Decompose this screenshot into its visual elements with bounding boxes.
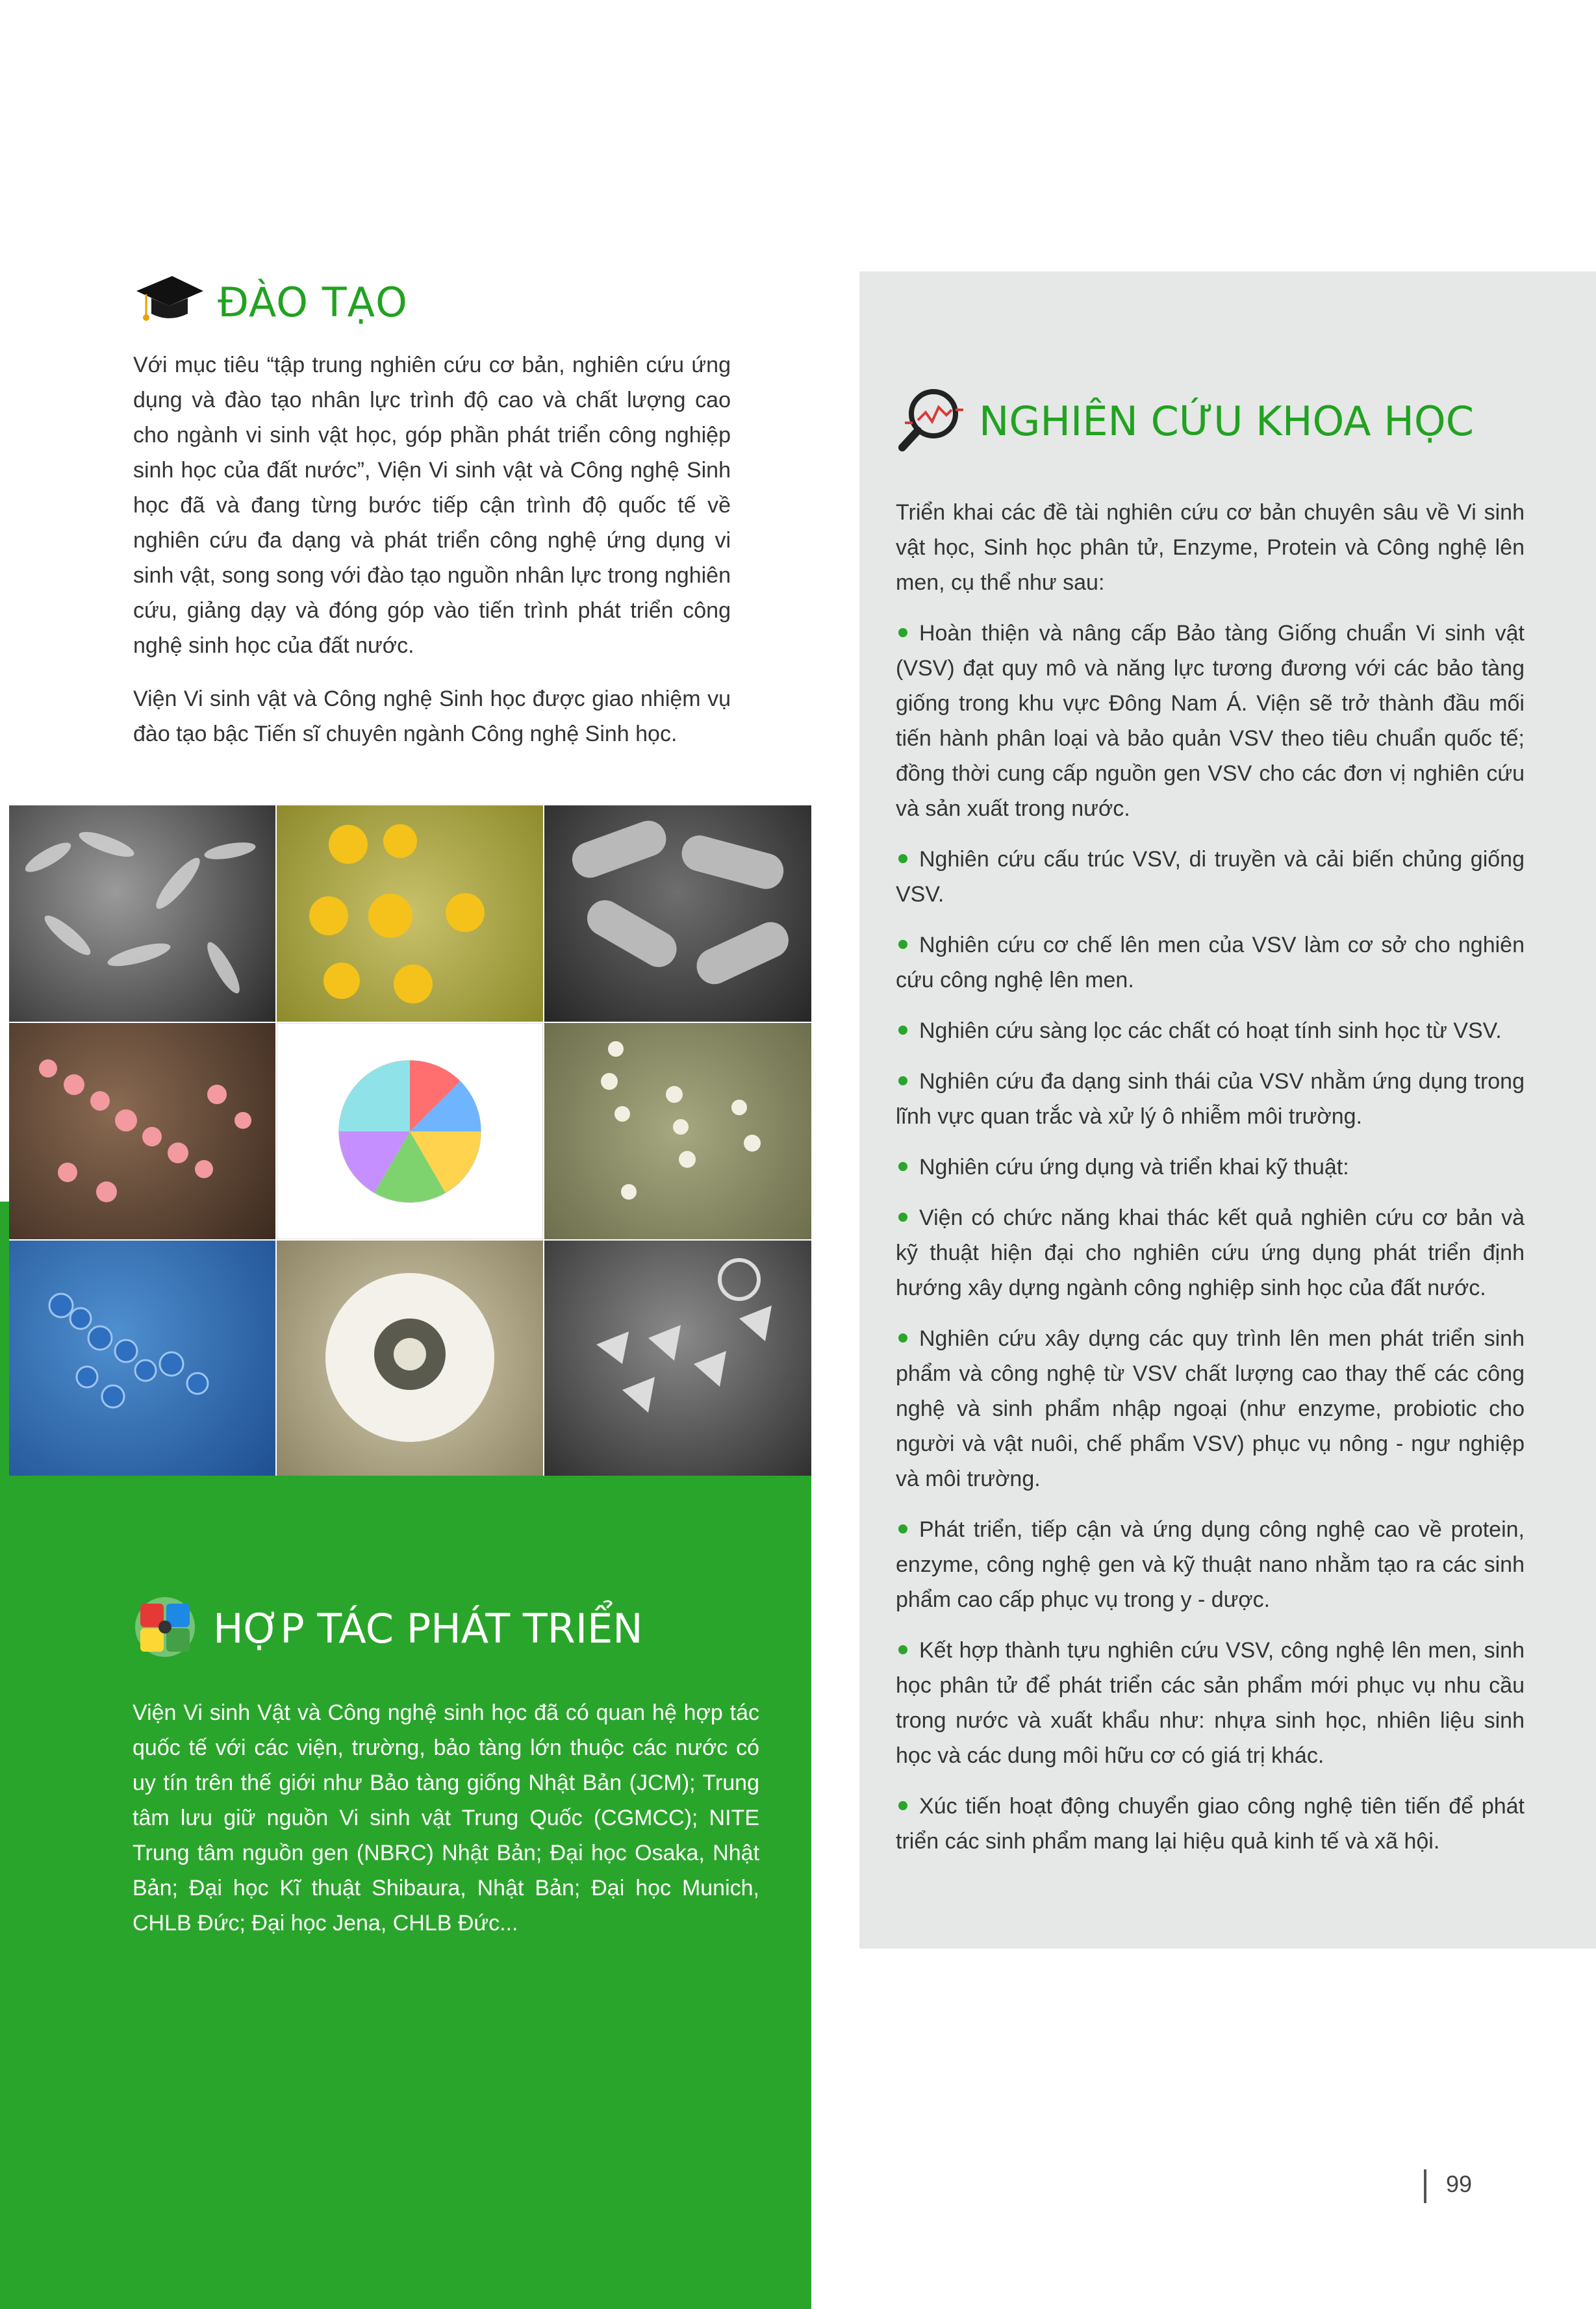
research-item: Kết hợp thành tựu nghiên cứu VSV, công nghệ lên men, sinh học phân tử để phát triển các sản phẩm mới phục vụ nhu cầu trong nước và xuất khẩu như: nhựa sinh học, nhiên liệu sinh học và các dung môi hữu cơ có giá trị khác.	[896, 1638, 1525, 1768]
research-item: Hoàn thiện và nâng cấp Bảo tàng Giống chuẩn Vi sinh vật (VSV) đạt quy mô và năng lực tương đương với các bảo tàng giống trong khu vực Đông Nam Á. Viện sẽ trở thành đầu mối tiến hành phân loại và bảo quản VSV theo tiêu chuẩn quốc tế; đồng thời cung cấp nguồn gen VSV cho các đơn vị nghiên cứu và sản xuất trong nước.	[896, 621, 1525, 821]
page-number: 99	[1446, 2171, 1473, 2197]
cooperation-header	[126, 1586, 759, 1671]
research-item: Xúc tiến hoạt động chuyển giao công nghệ tiên tiến để phát triển các sinh phẩm mang lại hiệu quả kinh tế và xã hội.	[896, 1794, 1525, 1854]
cooperation-body: Viện Vi sinh Vật và Công nghệ sinh học đã có quan hệ hợp tác quốc tế với các viện, trường, bảo tàng lớn thuộc các nước có uy tín trên thế giới như Bảo tàng giống Nhật Bản (JCM); Trung tâm lưu giữ nguồn Vi sinh vật Trung Quốc (CGMCC); NITE Trung tâm nguồn gen (NBRC) Nhật Bản; Đại học Osaka, Nhật Bản; Đại học Kĩ thuật Shibaura, Nhật Bản; Đại học Munich, CHLB Đức; Đại học Jena, CHLB Đức...	[133, 1700, 759, 1936]
cooperation-title: HỢP TÁC PHÁT TRIỂN	[213, 1604, 643, 1652]
bullet-icon	[898, 940, 907, 949]
training-body	[133, 347, 731, 751]
pink-colonies-photo	[9, 1023, 275, 1239]
bullet-icon	[898, 1026, 907, 1035]
research-panel	[859, 271, 1596, 1949]
bullet-icon	[898, 1213, 907, 1222]
fungal-colony-photo	[277, 1241, 543, 1476]
green-edge-strip	[0, 1202, 9, 2309]
bullet-icon	[898, 1801, 907, 1810]
training-section	[133, 263, 731, 751]
research-item: Viện có chức năng khai thác kết quả nghiên cứu cơ bản và kỹ thuật hiện đại cho nghiên cứu ứng dụng phát triển định hướng xây dựng ngành công nghiệp sinh học của đất nước.	[896, 1205, 1525, 1300]
bullet-icon	[898, 1524, 907, 1533]
white-colonies-photo	[544, 1023, 811, 1239]
research-list	[896, 616, 1525, 1859]
bullet-icon	[898, 1645, 907, 1654]
training-title: ĐÀO TẠO	[218, 278, 408, 326]
bullet-icon	[898, 1333, 907, 1343]
research-item: Nghiên cứu cơ chế lên men của VSV làm cơ sở cho nghiên cứu công nghệ lên men.	[896, 933, 1525, 992]
sem-rod-bacteria-photo	[544, 805, 811, 1022]
training-paragraph: Viện Vi sinh vật và Công nghệ Sinh học được giao nhiệm vụ đào tạo bậc Tiến sĩ chuyên ngành Công nghệ Sinh học.	[133, 687, 731, 746]
training-paragraph: Với mục tiêu “tập trung nghiên cứu cơ bản, nghiên cứu ứng dụng và đào tạo nhân lực trình độ cao và chất lượng cao cho ngành vi sinh vật học, góp phần phát triển công nghiệp sinh học của đất nước”, Viện Vi sinh vật và Công nghệ Sinh học đã và đang từng bước tiếp cận trình độ quốc tế về nghiên cứu đa dạng và phát triển công nghệ ứng dụng vi sinh vật, song song với đào tạo nguồn nhân lực trong nghiên cứu, giảng dạy và đóng góp vào tiến trình phát triển công nghệ sinh học của đất nước.	[133, 353, 731, 658]
puzzle-people-icon	[126, 1588, 204, 1669]
research-item: Nghiên cứu xây dựng các quy trình lên men phát triển sinh phẩm và công nghệ từ VSV chất lượng cao thay thế các công nghệ và sinh phẩm nhập ngoại (như enzyme, probiotic cho người và vật nuôi, chế phẩm VSV) phục vụ nông - ngư nghiệp và môi trường.	[896, 1326, 1525, 1491]
graduation-cap-icon	[133, 268, 205, 336]
bullet-icon	[898, 1162, 907, 1171]
research-item: Nghiên cứu ứng dụng và triển khai kỹ thuật:	[896, 1150, 1525, 1185]
bullet-icon	[898, 854, 907, 863]
page-number-divider	[1424, 2169, 1426, 2203]
phylogenetic-tree-figure	[277, 1023, 543, 1239]
image-mosaic	[9, 805, 811, 1476]
research-intro: Triển khai các đề tài nghiên cứu cơ bản chuyên sâu về Vi sinh vật học, Sinh học phân tử, Enzyme, Protein và Công nghệ lên men, cụ thể như sau:	[896, 500, 1525, 595]
research-header	[896, 375, 1525, 466]
sem-rod-chains-photo	[9, 805, 275, 1022]
bullet-icon	[898, 628, 907, 637]
research-item: Phát triển, tiếp cận và ứng dụng công nghệ cao về protein, enzyme, công nghệ gen và kỹ thuật nano nhằm tạo ra các sinh phẩm cao cấp phục vụ trong y - dược.	[896, 1517, 1525, 1612]
sem-spiral-cells-photo	[544, 1241, 811, 1476]
yellow-colonies-photo	[277, 805, 543, 1022]
blue-stained-yeast-photo	[9, 1241, 275, 1476]
research-item: Nghiên cứu đa dạng sinh thái của VSV nhằm ứng dụng trong lĩnh vực quan trắc và xử lý ô nhiễm môi trường.	[896, 1069, 1525, 1129]
bullet-icon	[898, 1076, 907, 1085]
research-item: Nghiên cứu sàng lọc các chất có hoạt tính sinh học từ VSV.	[896, 1013, 1525, 1048]
training-header	[133, 263, 731, 341]
research-item: Nghiên cứu cấu trúc VSV, di truyền và cải biến chủng giống VSV.	[896, 847, 1525, 907]
cooperation-section	[9, 1476, 811, 2309]
magnifier-chart-icon	[896, 384, 967, 459]
research-title: NGHIÊN CỨU KHOA HỌC	[979, 397, 1474, 445]
